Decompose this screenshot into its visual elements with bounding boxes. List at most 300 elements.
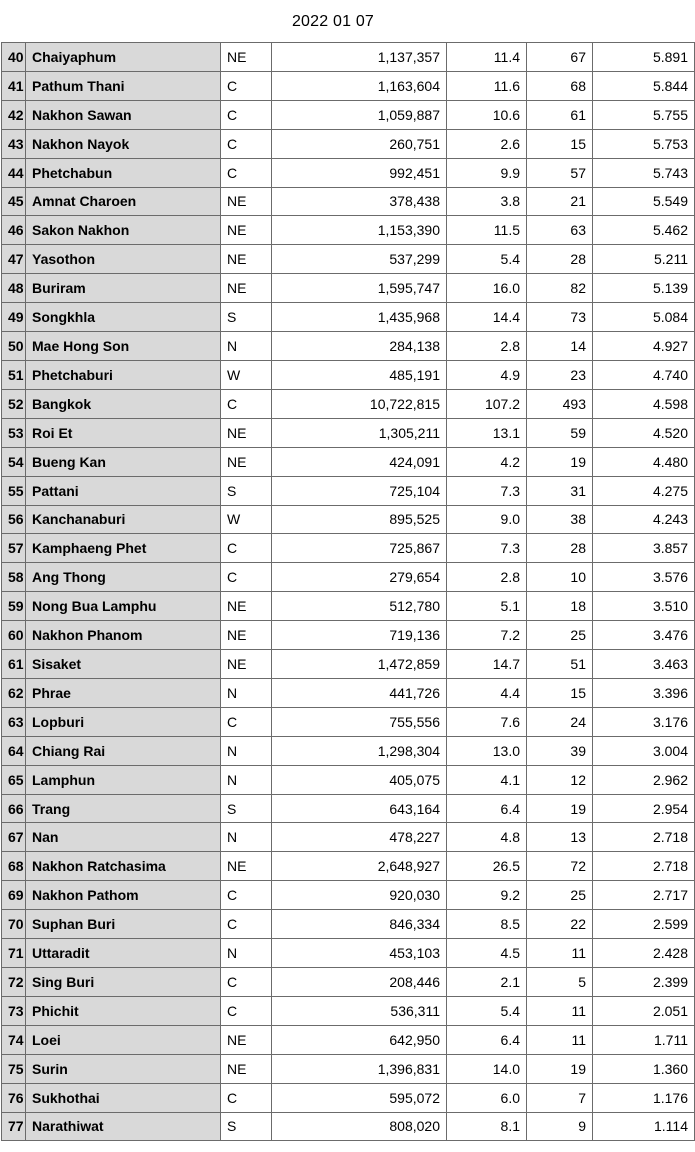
rate-cell: 4.520 bbox=[593, 418, 695, 447]
province-name-cell: Roi Et bbox=[26, 418, 221, 447]
table-row bbox=[2, 794, 695, 823]
region-cell: N bbox=[221, 332, 272, 361]
rate-cell: 3.004 bbox=[593, 736, 695, 765]
population-per-100k-cell: 4.5 bbox=[447, 939, 527, 968]
population-cell: 1,595,747 bbox=[272, 274, 447, 303]
province-name-cell: Phetchaburi bbox=[26, 360, 221, 389]
rate-cell: 3.396 bbox=[593, 678, 695, 707]
rate-cell: 1.711 bbox=[593, 1025, 695, 1054]
table-row bbox=[2, 996, 695, 1025]
table-row bbox=[2, 736, 695, 765]
rank-cell: 76 bbox=[2, 1083, 26, 1112]
rank-cell: 72 bbox=[2, 968, 26, 997]
population-cell: 441,726 bbox=[272, 678, 447, 707]
population-cell: 1,298,304 bbox=[272, 736, 447, 765]
population-cell: 725,867 bbox=[272, 534, 447, 563]
table-row bbox=[2, 245, 695, 274]
population-cell: 920,030 bbox=[272, 881, 447, 910]
rate-cell: 5.891 bbox=[593, 43, 695, 72]
population-per-100k-cell: 10.6 bbox=[447, 100, 527, 129]
rate-cell: 3.576 bbox=[593, 563, 695, 592]
population-cell: 1,153,390 bbox=[272, 216, 447, 245]
province-name-cell: Pathum Thani bbox=[26, 71, 221, 100]
cases-cell: 19 bbox=[527, 1054, 593, 1083]
cases-cell: 11 bbox=[527, 1025, 593, 1054]
rank-cell: 43 bbox=[2, 129, 26, 158]
province-name-cell: Nakhon Sawan bbox=[26, 100, 221, 129]
region-cell: C bbox=[221, 534, 272, 563]
rank-cell: 69 bbox=[2, 881, 26, 910]
province-name-cell: Nong Bua Lamphu bbox=[26, 592, 221, 621]
table-row bbox=[2, 43, 695, 72]
population-per-100k-cell: 9.2 bbox=[447, 881, 527, 910]
rate-cell: 3.463 bbox=[593, 650, 695, 679]
province-name-cell: Ang Thong bbox=[26, 563, 221, 592]
rate-cell: 5.084 bbox=[593, 303, 695, 332]
population-per-100k-cell: 7.2 bbox=[447, 621, 527, 650]
rate-cell: 3.476 bbox=[593, 621, 695, 650]
province-name-cell: Sukhothai bbox=[26, 1083, 221, 1112]
province-name-cell: Sakon Nakhon bbox=[26, 216, 221, 245]
region-cell: C bbox=[221, 129, 272, 158]
rate-cell: 1.176 bbox=[593, 1083, 695, 1112]
region-cell: NE bbox=[221, 274, 272, 303]
population-per-100k-cell: 14.7 bbox=[447, 650, 527, 679]
table-row bbox=[2, 360, 695, 389]
rate-cell: 5.211 bbox=[593, 245, 695, 274]
population-per-100k-cell: 5.4 bbox=[447, 996, 527, 1025]
rate-cell: 4.275 bbox=[593, 476, 695, 505]
region-cell: C bbox=[221, 389, 272, 418]
region-cell: S bbox=[221, 794, 272, 823]
rank-cell: 75 bbox=[2, 1054, 26, 1083]
cases-cell: 11 bbox=[527, 996, 593, 1025]
province-name-cell: Phrae bbox=[26, 678, 221, 707]
rank-cell: 48 bbox=[2, 274, 26, 303]
region-cell: C bbox=[221, 158, 272, 187]
cases-cell: 31 bbox=[527, 476, 593, 505]
cases-cell: 39 bbox=[527, 736, 593, 765]
province-name-cell: Phetchabun bbox=[26, 158, 221, 187]
rank-cell: 56 bbox=[2, 505, 26, 534]
table-row bbox=[2, 100, 695, 129]
province-name-cell: Uttaradit bbox=[26, 939, 221, 968]
population-cell: 725,104 bbox=[272, 476, 447, 505]
population-per-100k-cell: 4.9 bbox=[447, 360, 527, 389]
table-row bbox=[2, 563, 695, 592]
province-name-cell: Loei bbox=[26, 1025, 221, 1054]
rate-cell: 3.857 bbox=[593, 534, 695, 563]
rate-cell: 5.844 bbox=[593, 71, 695, 100]
rate-cell: 4.927 bbox=[593, 332, 695, 361]
rank-cell: 45 bbox=[2, 187, 26, 216]
rate-cell: 3.176 bbox=[593, 707, 695, 736]
rank-cell: 73 bbox=[2, 996, 26, 1025]
rank-cell: 44 bbox=[2, 158, 26, 187]
rank-cell: 53 bbox=[2, 418, 26, 447]
cases-cell: 10 bbox=[527, 563, 593, 592]
rate-cell: 5.139 bbox=[593, 274, 695, 303]
cases-cell: 38 bbox=[527, 505, 593, 534]
rate-cell: 2.954 bbox=[593, 794, 695, 823]
cases-cell: 15 bbox=[527, 129, 593, 158]
rank-cell: 40 bbox=[2, 43, 26, 72]
rank-cell: 71 bbox=[2, 939, 26, 968]
region-cell: NE bbox=[221, 43, 272, 72]
table-row bbox=[2, 823, 695, 852]
rate-cell: 1.114 bbox=[593, 1112, 695, 1141]
population-cell: 1,163,604 bbox=[272, 71, 447, 100]
cases-cell: 7 bbox=[527, 1083, 593, 1112]
cases-cell: 24 bbox=[527, 707, 593, 736]
rate-cell: 5.462 bbox=[593, 216, 695, 245]
table-row bbox=[2, 592, 695, 621]
region-cell: S bbox=[221, 303, 272, 332]
rate-cell: 2.599 bbox=[593, 910, 695, 939]
region-cell: C bbox=[221, 563, 272, 592]
rate-cell: 2.962 bbox=[593, 765, 695, 794]
rate-cell: 5.743 bbox=[593, 158, 695, 187]
region-cell: N bbox=[221, 823, 272, 852]
rate-cell: 2.718 bbox=[593, 823, 695, 852]
region-cell: NE bbox=[221, 447, 272, 476]
region-cell: NE bbox=[221, 245, 272, 274]
population-cell: 260,751 bbox=[272, 129, 447, 158]
cases-cell: 5 bbox=[527, 968, 593, 997]
population-per-100k-cell: 7.3 bbox=[447, 476, 527, 505]
rank-cell: 64 bbox=[2, 736, 26, 765]
table-row bbox=[2, 71, 695, 100]
province-name-cell: Trang bbox=[26, 794, 221, 823]
rank-cell: 60 bbox=[2, 621, 26, 650]
table-row bbox=[2, 910, 695, 939]
rank-cell: 70 bbox=[2, 910, 26, 939]
region-cell: NE bbox=[221, 1025, 272, 1054]
table-row bbox=[2, 158, 695, 187]
cases-cell: 21 bbox=[527, 187, 593, 216]
rate-cell: 4.243 bbox=[593, 505, 695, 534]
region-cell: N bbox=[221, 765, 272, 794]
population-cell: 808,020 bbox=[272, 1112, 447, 1141]
province-name-cell: Bueng Kan bbox=[26, 447, 221, 476]
cases-cell: 12 bbox=[527, 765, 593, 794]
table-row bbox=[2, 216, 695, 245]
population-cell: 284,138 bbox=[272, 332, 447, 361]
population-cell: 642,950 bbox=[272, 1025, 447, 1054]
province-name-cell: Phichit bbox=[26, 996, 221, 1025]
province-name-cell: Suphan Buri bbox=[26, 910, 221, 939]
population-cell: 424,091 bbox=[272, 447, 447, 476]
cases-cell: 59 bbox=[527, 418, 593, 447]
rate-cell: 4.480 bbox=[593, 447, 695, 476]
cases-cell: 63 bbox=[527, 216, 593, 245]
cases-cell: 25 bbox=[527, 881, 593, 910]
table-row bbox=[2, 389, 695, 418]
table-row bbox=[2, 939, 695, 968]
rank-cell: 68 bbox=[2, 852, 26, 881]
province-name-cell: Chiang Rai bbox=[26, 736, 221, 765]
population-per-100k-cell: 11.4 bbox=[447, 43, 527, 72]
population-per-100k-cell: 8.1 bbox=[447, 1112, 527, 1141]
province-name-cell: Sing Buri bbox=[26, 968, 221, 997]
population-per-100k-cell: 14.0 bbox=[447, 1054, 527, 1083]
table-row bbox=[2, 303, 695, 332]
region-cell: C bbox=[221, 71, 272, 100]
table-row bbox=[2, 1025, 695, 1054]
province-name-cell: Nakhon Phanom bbox=[26, 621, 221, 650]
region-cell: NE bbox=[221, 216, 272, 245]
population-per-100k-cell: 6.4 bbox=[447, 794, 527, 823]
province-name-cell: Nakhon Nayok bbox=[26, 129, 221, 158]
region-cell: C bbox=[221, 100, 272, 129]
population-per-100k-cell: 2.1 bbox=[447, 968, 527, 997]
population-per-100k-cell: 13.0 bbox=[447, 736, 527, 765]
region-cell: NE bbox=[221, 621, 272, 650]
rank-cell: 65 bbox=[2, 765, 26, 794]
rate-cell: 1.360 bbox=[593, 1054, 695, 1083]
population-per-100k-cell: 5.1 bbox=[447, 592, 527, 621]
rank-cell: 42 bbox=[2, 100, 26, 129]
population-per-100k-cell: 8.5 bbox=[447, 910, 527, 939]
population-per-100k-cell: 11.5 bbox=[447, 216, 527, 245]
cases-cell: 9 bbox=[527, 1112, 593, 1141]
population-per-100k-cell: 9.0 bbox=[447, 505, 527, 534]
cases-cell: 51 bbox=[527, 650, 593, 679]
population-cell: 10,722,815 bbox=[272, 389, 447, 418]
population-cell: 1,472,859 bbox=[272, 650, 447, 679]
population-per-100k-cell: 2.8 bbox=[447, 563, 527, 592]
table-row bbox=[2, 1083, 695, 1112]
region-cell: NE bbox=[221, 1054, 272, 1083]
population-per-100k-cell: 26.5 bbox=[447, 852, 527, 881]
cases-cell: 57 bbox=[527, 158, 593, 187]
table-row bbox=[2, 678, 695, 707]
province-name-cell: Bangkok bbox=[26, 389, 221, 418]
population-cell: 478,227 bbox=[272, 823, 447, 852]
cases-cell: 19 bbox=[527, 447, 593, 476]
rank-cell: 77 bbox=[2, 1112, 26, 1141]
table-row bbox=[2, 1112, 695, 1141]
cases-cell: 82 bbox=[527, 274, 593, 303]
population-cell: 1,396,831 bbox=[272, 1054, 447, 1083]
region-cell: S bbox=[221, 476, 272, 505]
population-per-100k-cell: 2.6 bbox=[447, 129, 527, 158]
cases-cell: 28 bbox=[527, 534, 593, 563]
rank-cell: 57 bbox=[2, 534, 26, 563]
cases-cell: 73 bbox=[527, 303, 593, 332]
table-row bbox=[2, 881, 695, 910]
province-name-cell: Lamphun bbox=[26, 765, 221, 794]
population-cell: 208,446 bbox=[272, 968, 447, 997]
population-cell: 1,059,887 bbox=[272, 100, 447, 129]
population-cell: 1,305,211 bbox=[272, 418, 447, 447]
cases-cell: 72 bbox=[527, 852, 593, 881]
population-per-100k-cell: 4.8 bbox=[447, 823, 527, 852]
rank-cell: 55 bbox=[2, 476, 26, 505]
cases-cell: 18 bbox=[527, 592, 593, 621]
province-name-cell: Surin bbox=[26, 1054, 221, 1083]
rank-cell: 67 bbox=[2, 823, 26, 852]
table-row bbox=[2, 332, 695, 361]
cases-cell: 67 bbox=[527, 43, 593, 72]
cases-cell: 25 bbox=[527, 621, 593, 650]
population-per-100k-cell: 5.4 bbox=[447, 245, 527, 274]
rate-cell: 2.718 bbox=[593, 852, 695, 881]
rate-cell: 4.740 bbox=[593, 360, 695, 389]
population-cell: 279,654 bbox=[272, 563, 447, 592]
cases-cell: 28 bbox=[527, 245, 593, 274]
population-cell: 378,438 bbox=[272, 187, 447, 216]
population-cell: 595,072 bbox=[272, 1083, 447, 1112]
population-per-100k-cell: 16.0 bbox=[447, 274, 527, 303]
cases-cell: 61 bbox=[527, 100, 593, 129]
rate-cell: 5.549 bbox=[593, 187, 695, 216]
population-cell: 846,334 bbox=[272, 910, 447, 939]
table-row bbox=[2, 187, 695, 216]
rank-cell: 52 bbox=[2, 389, 26, 418]
rate-cell: 5.755 bbox=[593, 100, 695, 129]
population-per-100k-cell: 6.4 bbox=[447, 1025, 527, 1054]
population-cell: 719,136 bbox=[272, 621, 447, 650]
region-cell: W bbox=[221, 360, 272, 389]
region-cell: C bbox=[221, 881, 272, 910]
table-row bbox=[2, 621, 695, 650]
population-cell: 2,648,927 bbox=[272, 852, 447, 881]
province-name-cell: Lopburi bbox=[26, 707, 221, 736]
population-cell: 512,780 bbox=[272, 592, 447, 621]
population-per-100k-cell: 3.8 bbox=[447, 187, 527, 216]
region-cell: C bbox=[221, 996, 272, 1025]
rank-cell: 46 bbox=[2, 216, 26, 245]
rank-cell: 41 bbox=[2, 71, 26, 100]
table-row bbox=[2, 129, 695, 158]
table-row bbox=[2, 765, 695, 794]
province-name-cell: Pattani bbox=[26, 476, 221, 505]
province-name-cell: Sisaket bbox=[26, 650, 221, 679]
rate-cell: 2.428 bbox=[593, 939, 695, 968]
population-per-100k-cell: 14.4 bbox=[447, 303, 527, 332]
region-cell: N bbox=[221, 678, 272, 707]
cases-cell: 14 bbox=[527, 332, 593, 361]
region-cell: NE bbox=[221, 418, 272, 447]
province-name-cell: Kamphaeng Phet bbox=[26, 534, 221, 563]
rank-cell: 62 bbox=[2, 678, 26, 707]
rate-cell: 2.051 bbox=[593, 996, 695, 1025]
population-cell: 992,451 bbox=[272, 158, 447, 187]
rank-cell: 59 bbox=[2, 592, 26, 621]
region-cell: NE bbox=[221, 650, 272, 679]
population-cell: 405,075 bbox=[272, 765, 447, 794]
population-per-100k-cell: 107.2 bbox=[447, 389, 527, 418]
rank-cell: 74 bbox=[2, 1025, 26, 1054]
population-cell: 536,311 bbox=[272, 996, 447, 1025]
rank-cell: 51 bbox=[2, 360, 26, 389]
population-cell: 755,556 bbox=[272, 707, 447, 736]
province-table bbox=[1, 42, 695, 1141]
cases-cell: 13 bbox=[527, 823, 593, 852]
province-name-cell: Narathiwat bbox=[26, 1112, 221, 1141]
table-row bbox=[2, 1054, 695, 1083]
population-per-100k-cell: 13.1 bbox=[447, 418, 527, 447]
population-per-100k-cell: 4.1 bbox=[447, 765, 527, 794]
region-cell: S bbox=[221, 1112, 272, 1141]
rank-cell: 63 bbox=[2, 707, 26, 736]
rate-cell: 2.717 bbox=[593, 881, 695, 910]
rank-cell: 49 bbox=[2, 303, 26, 332]
region-cell: N bbox=[221, 736, 272, 765]
province-name-cell: Yasothon bbox=[26, 245, 221, 274]
rate-cell: 3.510 bbox=[593, 592, 695, 621]
province-name-cell: Chaiyaphum bbox=[26, 43, 221, 72]
region-cell: C bbox=[221, 1083, 272, 1112]
table-row bbox=[2, 852, 695, 881]
rank-cell: 50 bbox=[2, 332, 26, 361]
table-body bbox=[2, 43, 695, 1141]
province-name-cell: Nakhon Pathom bbox=[26, 881, 221, 910]
population-cell: 1,137,357 bbox=[272, 43, 447, 72]
rate-cell: 2.399 bbox=[593, 968, 695, 997]
table-row bbox=[2, 650, 695, 679]
province-name-cell: Kanchanaburi bbox=[26, 505, 221, 534]
rank-cell: 66 bbox=[2, 794, 26, 823]
cases-cell: 23 bbox=[527, 360, 593, 389]
table-row bbox=[2, 505, 695, 534]
population-per-100k-cell: 2.8 bbox=[447, 332, 527, 361]
cases-cell: 68 bbox=[527, 71, 593, 100]
rate-cell: 4.598 bbox=[593, 389, 695, 418]
page-title: 2022 01 07 bbox=[291, 13, 375, 30]
rank-cell: 54 bbox=[2, 447, 26, 476]
population-cell: 453,103 bbox=[272, 939, 447, 968]
region-cell: C bbox=[221, 707, 272, 736]
table-row bbox=[2, 476, 695, 505]
population-cell: 485,191 bbox=[272, 360, 447, 389]
population-per-100k-cell: 4.4 bbox=[447, 678, 527, 707]
region-cell: N bbox=[221, 939, 272, 968]
region-cell: NE bbox=[221, 592, 272, 621]
province-name-cell: Songkhla bbox=[26, 303, 221, 332]
population-per-100k-cell: 11.6 bbox=[447, 71, 527, 100]
population-per-100k-cell: 9.9 bbox=[447, 158, 527, 187]
cases-cell: 11 bbox=[527, 939, 593, 968]
province-name-cell: Amnat Charoen bbox=[26, 187, 221, 216]
cases-cell: 19 bbox=[527, 794, 593, 823]
region-cell: NE bbox=[221, 187, 272, 216]
region-cell: NE bbox=[221, 852, 272, 881]
province-name-cell: Buriram bbox=[26, 274, 221, 303]
rank-cell: 61 bbox=[2, 650, 26, 679]
table-row bbox=[2, 274, 695, 303]
population-per-100k-cell: 7.3 bbox=[447, 534, 527, 563]
table-row bbox=[2, 534, 695, 563]
population-cell: 643,164 bbox=[272, 794, 447, 823]
population-per-100k-cell: 6.0 bbox=[447, 1083, 527, 1112]
region-cell: W bbox=[221, 505, 272, 534]
population-cell: 1,435,968 bbox=[272, 303, 447, 332]
table-row bbox=[2, 447, 695, 476]
cases-cell: 15 bbox=[527, 678, 593, 707]
region-cell: C bbox=[221, 910, 272, 939]
population-cell: 895,525 bbox=[272, 505, 447, 534]
province-name-cell: Mae Hong Son bbox=[26, 332, 221, 361]
population-per-100k-cell: 4.2 bbox=[447, 447, 527, 476]
table-row bbox=[2, 707, 695, 736]
table-row bbox=[2, 968, 695, 997]
region-cell: C bbox=[221, 968, 272, 997]
cases-cell: 22 bbox=[527, 910, 593, 939]
rank-cell: 58 bbox=[2, 563, 26, 592]
population-per-100k-cell: 7.6 bbox=[447, 707, 527, 736]
